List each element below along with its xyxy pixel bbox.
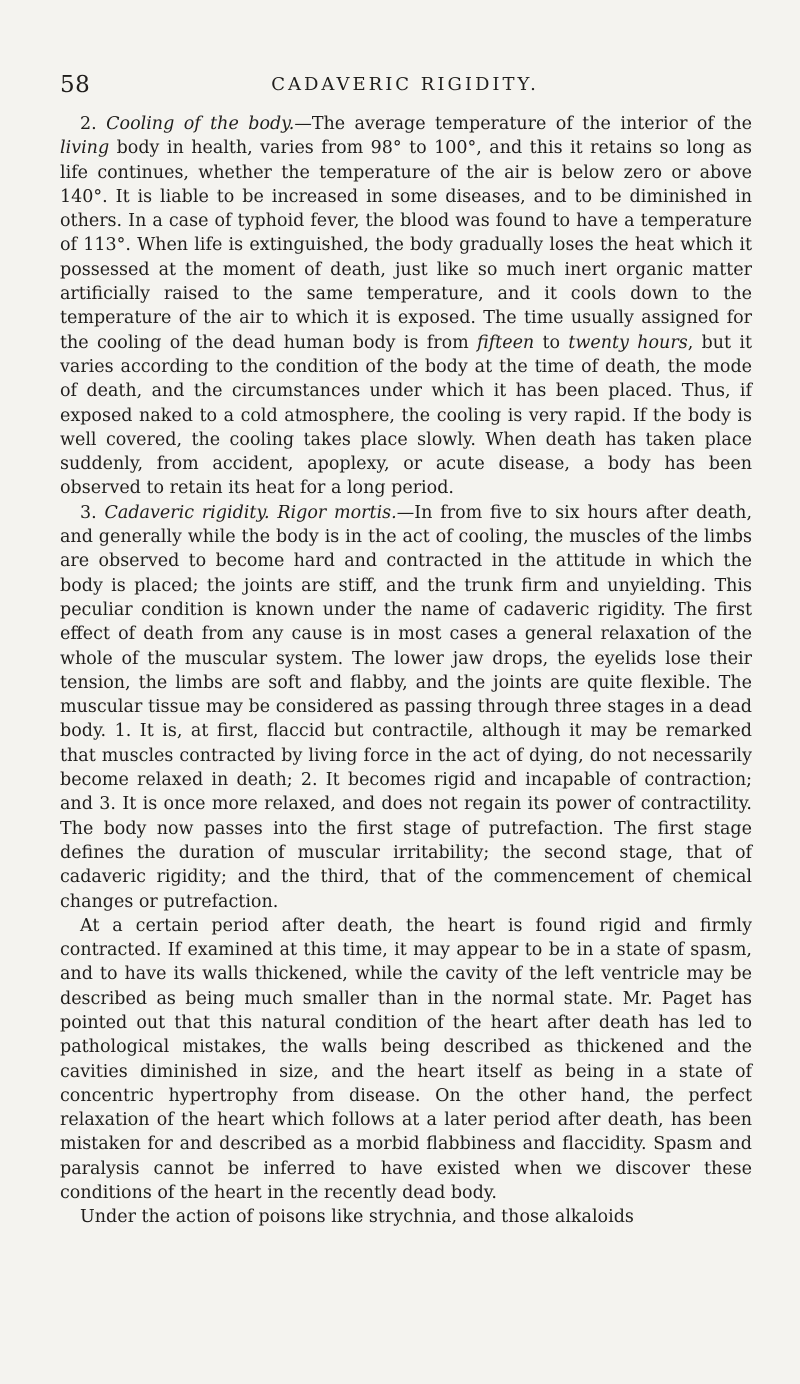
paragraph	[60, 112, 752, 501]
page-number: 58	[60, 72, 91, 98]
body-text	[60, 112, 752, 1230]
italic-text: twenty hours	[568, 332, 688, 353]
paragraph-text: At a certain period after death, the heart is found rigid and firmly contracted. If examined at this time, it may appear to be in a state of spasm, and to have its walls thickened, while the cavity of the left ventricle may be described as being much smaller than in the normal state. Mr. Paget has pointed out that this natural condition of the heart after death has led to pathological mistakes, the walls being described as thickened and the cavities diminished in size, and the heart itself as being in a state of concentric hypertrophy from disease. On the other hand, the perfect relaxation of the heart which follows at a later period after death, has been mistaken for and described as a morbid flabbiness and flaccidity. Spasm and paralysis cannot be inferred to have existed when we discover these conditions of the heart in the recently dead body.	[60, 915, 752, 1204]
paragraph-text: Under the action of poisons like strychnia, and those alkaloids	[80, 1207, 634, 1228]
italic-text: Cooling of the body.	[106, 114, 295, 134]
paragraph-text: 2.	[80, 114, 107, 134]
running-head: CADAVERIC RIGIDITY.	[271, 74, 539, 95]
paragraph-text: to	[534, 332, 569, 353]
paragraph-text: —The average temperature of the interior of the	[294, 114, 753, 134]
paragraph-text: —In from five to six hours after death, and generally while the body is in the act of cooling, the muscles of the limbs are observed to become hard and contracted in the attitude in which the body is placed; the joints are stiff, and the trunk firm and unyielding. This peculiar condition is known under the name of cadaveric rigidity. The first effect of death from any cause is in most cases a general relaxation of the whole of the muscular system. The lower jaw drops, the eyelids lose their tension, the limbs are soft and flabby, and the joints are quite flexible. The muscular tissue may be considered as passing through three stages in a dead body. 1. It is, at first, flaccid but contractile, although it may be remarked that muscles contracted by living force in the act of dying, do not necessarily become relaxed in death; 2. It becomes rigid and incapable of contraction; and 3. It is once more relaxed, and does not regain its power of contractility. The body now passes into the first stage of putrefaction. The first stage defines the duration of muscular irritability; the second stage, that of cadaveric rigidity; and the third, that of the commencement of chemical changes or putrefaction.	[60, 502, 753, 912]
italic-text: living	[60, 138, 110, 159]
italic-text: Cadaveric rigidity. Rigor mortis.	[104, 502, 397, 523]
paragraph-text: , but it varies according to the condition of the body at the time of death, the mode of death, and the circumstances under which it has been placed. Thus, if exposed naked to a cold atmosphere, the cooling is very rapid. If the body is well covered, the cooling takes place slowly. When death has taken place suddenly, from accident, apoplexy, or acute disease, a body has been observed to retain its heat for a long period.	[60, 332, 752, 499]
page-header	[60, 72, 750, 100]
paragraph	[60, 914, 752, 1206]
paragraph-text: body in health, varies from 98° to 100°, and this it retains so long as life continues, whether the temperature of the air is below zero or above 140°. It is liable to be increased in some diseases, and to be diminished in others. In a case of typhoid fever, the blood was found to have a temperature of 113°. When life is extinguished, the body gradually loses the heat which it possessed at the moment of death, just like so much inert organic matter artificially raised to the same temperature, and it cools down to the temperature of the air to which it is exposed. The time usually assigned for the cooling of the dead human body is from	[60, 138, 752, 353]
italic-text: fifteen	[477, 332, 535, 353]
paragraph	[60, 1205, 752, 1229]
paragraph-text: 3.	[80, 502, 105, 523]
paragraph	[60, 501, 752, 914]
